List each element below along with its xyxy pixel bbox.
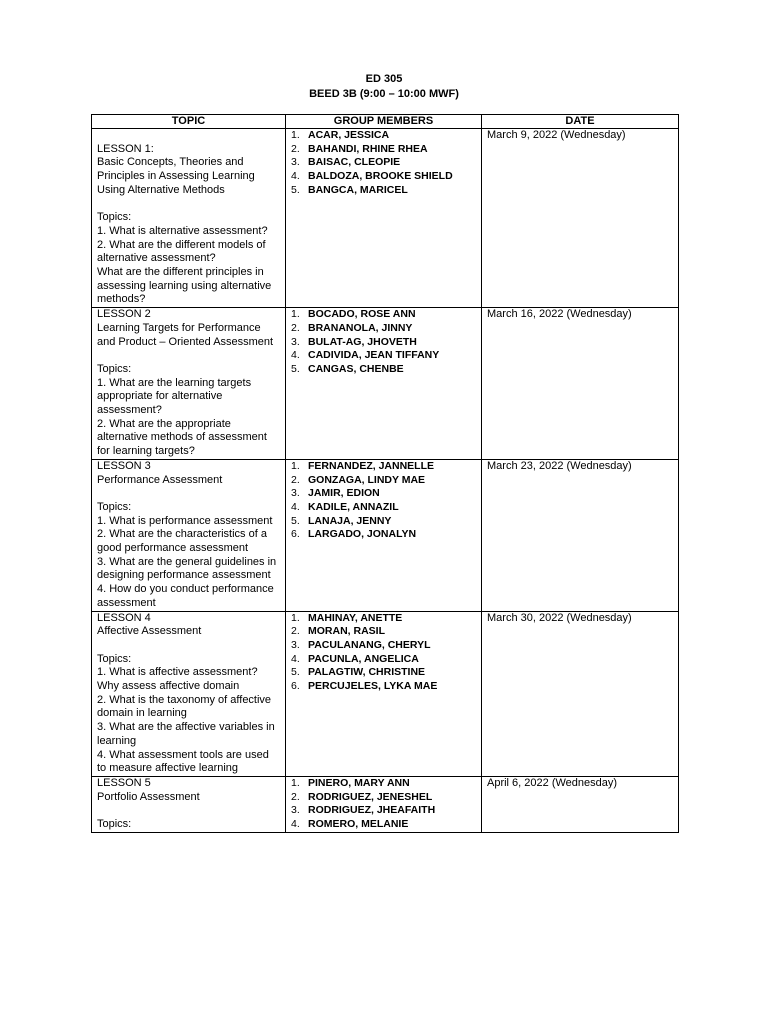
course-code: ED 305 bbox=[365, 73, 403, 85]
date-cell bbox=[482, 129, 679, 308]
member-number: 5. bbox=[291, 666, 300, 679]
member-number: 4. bbox=[291, 500, 300, 513]
member-name: BOCADO, ROSE ANN bbox=[308, 308, 416, 321]
lesson-subtitle: Learning Targets for Performance and Product – Oriented Assessment bbox=[97, 321, 274, 348]
member-number: 5. bbox=[291, 362, 300, 375]
member-item bbox=[291, 612, 476, 626]
member-item bbox=[291, 680, 476, 694]
member-name: BAISAC, CLEOPIE bbox=[308, 156, 401, 169]
member-number: 3. bbox=[291, 335, 300, 348]
member-item bbox=[291, 639, 476, 653]
lesson-row bbox=[92, 308, 679, 460]
lesson-subtitle: Portfolio Assessment bbox=[97, 790, 200, 803]
member-name: RODRIGUEZ, JENESHEL bbox=[308, 790, 433, 803]
member-item bbox=[291, 666, 476, 680]
member-name: JAMIR, EDION bbox=[308, 487, 380, 500]
member-number: 2. bbox=[291, 321, 300, 334]
member-number: 6. bbox=[291, 528, 300, 541]
member-item bbox=[291, 653, 476, 667]
topic-question: 4. How do you conduct performance assessment bbox=[97, 583, 274, 609]
member-item bbox=[291, 791, 476, 805]
presentation-date: March 16, 2022 (Wednesday) bbox=[487, 308, 632, 321]
member-item bbox=[291, 818, 476, 832]
member-number: 2. bbox=[291, 142, 300, 155]
member-item bbox=[291, 363, 476, 377]
member-item bbox=[291, 460, 476, 474]
member-list bbox=[291, 308, 476, 377]
topic-question: 4. What assessment tools are used to measure affective learning bbox=[97, 748, 269, 775]
member-item bbox=[291, 804, 476, 818]
topic-question: 2. What is the taxonomy of affective domain in learning bbox=[97, 693, 272, 720]
presentation-date: March 9, 2022 (Wednesday) bbox=[487, 129, 626, 141]
member-name: ROMERO, MELANIE bbox=[308, 818, 409, 831]
topic-question: 3. What are the general guidelines in designing performance assessment bbox=[97, 555, 277, 582]
topics-label: Topics: bbox=[97, 818, 132, 831]
member-number: 3. bbox=[291, 638, 300, 651]
member-item bbox=[291, 625, 476, 639]
member-item bbox=[291, 143, 476, 157]
member-item bbox=[291, 129, 476, 143]
table-header-row bbox=[92, 115, 679, 129]
section-schedule: BEED 3B (9:00 – 10:00 MWF) bbox=[309, 88, 459, 100]
member-item bbox=[291, 474, 476, 488]
member-number: 3. bbox=[291, 487, 300, 500]
lesson-row bbox=[92, 459, 679, 611]
date-cell bbox=[482, 776, 679, 832]
member-name: CADIVIDA, JEAN TIFFANY bbox=[308, 349, 440, 362]
member-name: LANAJA, JENNY bbox=[308, 514, 392, 527]
member-list bbox=[291, 460, 476, 542]
member-number: 4. bbox=[291, 170, 300, 183]
topics-label: Topics: bbox=[97, 211, 132, 224]
lesson-title: LESSON 3 bbox=[97, 459, 151, 472]
member-item bbox=[291, 336, 476, 350]
member-name: ACAR, JESSICA bbox=[308, 129, 390, 141]
lesson-subtitle: Affective Assessment bbox=[97, 625, 202, 638]
date-cell bbox=[482, 611, 679, 776]
member-name: MAHINAY, ANETTE bbox=[308, 611, 403, 624]
topic-question: 1. What is alternative assessment? bbox=[97, 224, 268, 237]
lesson-topic-cell bbox=[92, 776, 286, 832]
lesson-title: LESSON 5 bbox=[97, 776, 151, 789]
member-number: 3. bbox=[291, 156, 300, 169]
topic-question: What are the different principles in assessing learning using alternative methods? bbox=[97, 266, 272, 306]
blank-line bbox=[97, 639, 280, 653]
member-name: BRANANOLA, JINNY bbox=[308, 321, 413, 334]
presentation-date: March 23, 2022 (Wednesday) bbox=[487, 459, 632, 472]
member-number: 1. bbox=[291, 776, 300, 789]
group-members-cell bbox=[286, 308, 482, 460]
member-item bbox=[291, 515, 476, 529]
group-members-cell bbox=[286, 776, 482, 832]
member-number: 1. bbox=[291, 308, 300, 321]
member-number: 3. bbox=[291, 804, 300, 817]
member-number: 4. bbox=[291, 652, 300, 665]
blank-line bbox=[97, 804, 280, 818]
member-name: BALDOZA, BROOKE SHIELD bbox=[308, 170, 453, 183]
member-name: LARGADO, JONALYN bbox=[308, 528, 417, 541]
member-number: 6. bbox=[291, 680, 300, 693]
member-name: CANGAS, CHENBE bbox=[308, 362, 404, 375]
topic-question: 1. What is affective assessment? Why assess affective domain bbox=[97, 666, 258, 693]
member-item bbox=[291, 170, 476, 184]
lesson-topic-cell bbox=[92, 129, 286, 308]
lesson-topic-cell bbox=[92, 459, 286, 611]
member-name: MORAN, RASIL bbox=[308, 625, 385, 638]
blank-line bbox=[97, 487, 280, 501]
topic-question: 2. What are the characteristics of a good performance assessment bbox=[97, 528, 267, 555]
member-item bbox=[291, 528, 476, 542]
member-number: 1. bbox=[291, 459, 300, 472]
member-number: 2. bbox=[291, 790, 300, 803]
topic-column-header: TOPIC bbox=[92, 115, 286, 129]
member-number: 2. bbox=[291, 625, 300, 638]
group-members-cell bbox=[286, 611, 482, 776]
blank-line bbox=[97, 349, 280, 363]
topic-question: 3. What are the affective variables in learning bbox=[97, 721, 275, 747]
member-item bbox=[291, 184, 476, 198]
lesson-topic-cell bbox=[92, 308, 286, 460]
member-name: GONZAGA, LINDY MAE bbox=[308, 473, 426, 486]
topics-label: Topics: bbox=[97, 362, 132, 375]
member-name: KADILE, ANNAZIL bbox=[308, 500, 399, 513]
member-number: 5. bbox=[291, 514, 300, 527]
topic-question: 1. What is performance assessment bbox=[97, 514, 273, 527]
date-cell bbox=[482, 308, 679, 460]
member-name: BANGCA, MARICEL bbox=[308, 183, 408, 196]
lesson-subtitle: Performance Assessment bbox=[97, 473, 223, 486]
schedule-table bbox=[91, 114, 679, 833]
lesson-row bbox=[92, 611, 679, 776]
member-number: 5. bbox=[291, 183, 300, 196]
blank-line bbox=[97, 129, 280, 143]
member-name: PACUNLA, ANGELICA bbox=[308, 652, 419, 665]
lesson-row bbox=[92, 776, 679, 832]
member-number: 1. bbox=[291, 129, 300, 141]
topic-question: 2. What are the different models of alternative assessment? bbox=[97, 238, 266, 265]
topics-label: Topics: bbox=[97, 652, 132, 665]
member-item bbox=[291, 322, 476, 336]
lesson-subtitle: Basic Concepts, Theories and Principles in Assessing Learning Using Alternative Methods bbox=[97, 156, 255, 196]
group-members-cell bbox=[286, 459, 482, 611]
members-column-header: GROUP MEMBERS bbox=[286, 115, 482, 129]
member-item bbox=[291, 308, 476, 322]
member-item bbox=[291, 501, 476, 515]
member-name: PACULANANG, CHERYL bbox=[308, 638, 431, 651]
member-number: 4. bbox=[291, 349, 300, 362]
presentation-date: April 6, 2022 (Wednesday) bbox=[487, 776, 618, 789]
topics-label: Topics: bbox=[97, 500, 132, 513]
member-item bbox=[291, 349, 476, 363]
member-list bbox=[291, 129, 476, 198]
date-cell bbox=[482, 459, 679, 611]
member-name: BAHANDI, RHINE RHEA bbox=[308, 142, 428, 155]
member-item bbox=[291, 777, 476, 791]
member-number: 2. bbox=[291, 473, 300, 486]
lesson-row bbox=[92, 129, 679, 308]
member-name: RODRIGUEZ, JHEAFAITH bbox=[308, 804, 436, 817]
member-name: BULAT-AG, JHOVETH bbox=[308, 335, 417, 348]
member-name: PINERO, MARY ANN bbox=[308, 776, 410, 789]
member-name: PERCUJELES, LYKA MAE bbox=[308, 680, 438, 693]
blank-line bbox=[97, 198, 280, 212]
member-list bbox=[291, 612, 476, 694]
member-number: 4. bbox=[291, 818, 300, 831]
lesson-topic-cell bbox=[92, 611, 286, 776]
lesson-title: LESSON 2 bbox=[97, 308, 151, 321]
member-number: 1. bbox=[291, 611, 300, 624]
topic-question: 2. What are the appropriate alternative methods of assessment for learning targets? bbox=[97, 417, 267, 458]
member-item bbox=[291, 156, 476, 170]
topic-question: 1. What are the learning targets appropriate for alternative assessment? bbox=[97, 376, 252, 417]
date-column-header: DATE bbox=[482, 115, 679, 129]
group-members-cell bbox=[286, 129, 482, 308]
member-list bbox=[291, 777, 476, 832]
member-item bbox=[291, 487, 476, 501]
member-name: PALAGTIW, CHRISTINE bbox=[308, 666, 426, 679]
document-header bbox=[0, 72, 768, 102]
member-name: FERNANDEZ, JANNELLE bbox=[308, 459, 435, 472]
lesson-title: LESSON 1: bbox=[97, 142, 154, 155]
lesson-title: LESSON 4 bbox=[97, 611, 151, 624]
presentation-date: March 30, 2022 (Wednesday) bbox=[487, 611, 632, 624]
